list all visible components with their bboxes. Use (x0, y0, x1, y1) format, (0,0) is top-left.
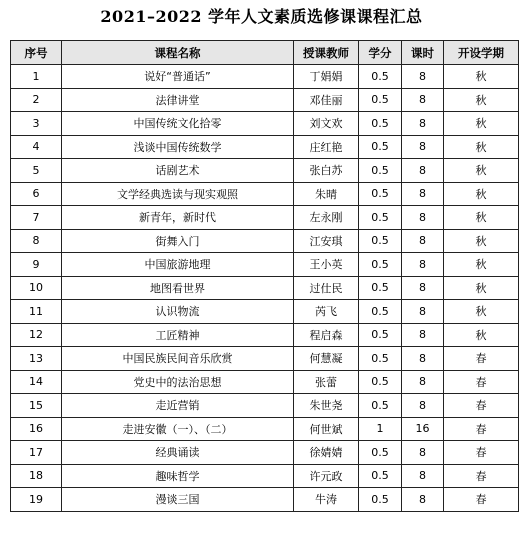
credit: 0.5 (359, 276, 402, 300)
hours: 8 (402, 182, 444, 206)
table-row (11, 253, 519, 277)
course-name: 走近营销 (62, 394, 294, 418)
table-row (11, 182, 519, 206)
table-row (11, 464, 519, 488)
semester: 秋 (444, 135, 519, 159)
teacher: 刘文欢 (294, 112, 359, 136)
semester: 秋 (444, 112, 519, 136)
credit: 0.5 (359, 347, 402, 371)
course-table (10, 40, 519, 512)
credit: 1 (359, 417, 402, 441)
credit: 0.5 (359, 253, 402, 277)
table-row (11, 159, 519, 183)
page-title: 2021–2022 学年人文素质选修课课程汇总 (100, 7, 423, 26)
hours: 8 (402, 135, 444, 159)
table-row (11, 488, 519, 512)
credit: 0.5 (359, 182, 402, 206)
hours: 8 (402, 347, 444, 371)
credit: 0.5 (359, 135, 402, 159)
table-row (11, 300, 519, 324)
table-row (11, 370, 519, 394)
hours: 8 (402, 65, 444, 89)
course-name: 趣味哲学 (62, 464, 294, 488)
hours: 8 (402, 206, 444, 230)
table-row (11, 347, 519, 371)
credit: 0.5 (359, 441, 402, 465)
course-name: 街舞入门 (62, 229, 294, 253)
credit: 0.5 (359, 300, 402, 324)
table-row (11, 441, 519, 465)
semester: 春 (444, 347, 519, 371)
semester: 秋 (444, 206, 519, 230)
hours: 8 (402, 88, 444, 112)
teacher: 朱世尧 (294, 394, 359, 418)
row-index: 10 (11, 276, 62, 300)
table-row (11, 88, 519, 112)
semester: 秋 (444, 323, 519, 347)
row-index: 7 (11, 206, 62, 230)
header-row (11, 41, 519, 65)
hours: 8 (402, 464, 444, 488)
semester: 秋 (444, 300, 519, 324)
credit: 0.5 (359, 88, 402, 112)
teacher: 何慧凝 (294, 347, 359, 371)
semester: 春 (444, 464, 519, 488)
course-name: 浅谈中国传统数学 (62, 135, 294, 159)
row-index: 18 (11, 464, 62, 488)
hours: 8 (402, 394, 444, 418)
teacher: 朱晴 (294, 182, 359, 206)
teacher: 程启森 (294, 323, 359, 347)
hours: 8 (402, 488, 444, 512)
table-row (11, 276, 519, 300)
header-hours: 课时 (402, 41, 444, 65)
credit: 0.5 (359, 370, 402, 394)
header-teacher: 授课教师 (294, 41, 359, 65)
course-name: 文学经典选读与现实观照 (62, 182, 294, 206)
row-index: 19 (11, 488, 62, 512)
header-credit: 学分 (359, 41, 402, 65)
semester: 秋 (444, 65, 519, 89)
course-name: 走进安徽（一）、（二） (62, 417, 294, 441)
course-name: 经典诵读 (62, 441, 294, 465)
course-name: 中国旅游地理 (62, 253, 294, 277)
credit: 0.5 (359, 206, 402, 230)
hours: 8 (402, 229, 444, 253)
credit: 0.5 (359, 159, 402, 183)
credit: 0.5 (359, 65, 402, 89)
credit: 0.5 (359, 394, 402, 418)
course-name: 新青年，新时代 (62, 206, 294, 230)
course-name: 漫谈三国 (62, 488, 294, 512)
hours: 8 (402, 370, 444, 394)
teacher: 牛涛 (294, 488, 359, 512)
table-row (11, 229, 519, 253)
row-index: 13 (11, 347, 62, 371)
table-row (11, 206, 519, 230)
semester: 春 (444, 370, 519, 394)
row-index: 12 (11, 323, 62, 347)
teacher: 徐婧婧 (294, 441, 359, 465)
course-name: 工匠精神 (62, 323, 294, 347)
semester: 春 (444, 417, 519, 441)
semester: 春 (444, 441, 519, 465)
teacher: 张蕾 (294, 370, 359, 394)
hours: 8 (402, 441, 444, 465)
hours: 8 (402, 253, 444, 277)
semester: 秋 (444, 159, 519, 183)
semester: 秋 (444, 276, 519, 300)
row-index: 14 (11, 370, 62, 394)
teacher: 江安琪 (294, 229, 359, 253)
hours: 8 (402, 112, 444, 136)
teacher: 庄红艳 (294, 135, 359, 159)
course-name: 话剧艺术 (62, 159, 294, 183)
semester: 秋 (444, 229, 519, 253)
row-index: 5 (11, 159, 62, 183)
teacher: 左永刚 (294, 206, 359, 230)
row-index: 16 (11, 417, 62, 441)
credit: 0.5 (359, 229, 402, 253)
header-semester: 开设学期 (444, 41, 519, 65)
hours: 8 (402, 300, 444, 324)
row-index: 11 (11, 300, 62, 324)
teacher: 张白苏 (294, 159, 359, 183)
teacher: 芮飞 (294, 300, 359, 324)
header-index: 序号 (11, 41, 62, 65)
row-index: 1 (11, 65, 62, 89)
course-name: 说好“普通话” (62, 65, 294, 89)
semester: 春 (444, 394, 519, 418)
row-index: 15 (11, 394, 62, 418)
course-name: 地图看世界 (62, 276, 294, 300)
row-index: 6 (11, 182, 62, 206)
course-name: 中国传统文化拾零 (62, 112, 294, 136)
teacher: 丁娟娟 (294, 65, 359, 89)
row-index: 9 (11, 253, 62, 277)
hours: 16 (402, 417, 444, 441)
row-index: 3 (11, 112, 62, 136)
course-name: 法律讲堂 (62, 88, 294, 112)
teacher: 王小英 (294, 253, 359, 277)
row-index: 2 (11, 88, 62, 112)
table-row (11, 112, 519, 136)
row-index: 4 (11, 135, 62, 159)
table-row (11, 417, 519, 441)
semester: 春 (444, 488, 519, 512)
hours: 8 (402, 159, 444, 183)
course-name: 中国民族民间音乐欣赏 (62, 347, 294, 371)
table-row (11, 394, 519, 418)
hours: 8 (402, 323, 444, 347)
row-index: 8 (11, 229, 62, 253)
table-row (11, 135, 519, 159)
table-row (11, 323, 519, 347)
credit: 0.5 (359, 488, 402, 512)
teacher: 何世斌 (294, 417, 359, 441)
semester: 秋 (444, 182, 519, 206)
teacher: 过仕民 (294, 276, 359, 300)
credit: 0.5 (359, 464, 402, 488)
hours: 8 (402, 276, 444, 300)
teacher: 许元政 (294, 464, 359, 488)
course-name: 党史中的法治思想 (62, 370, 294, 394)
table-row (11, 65, 519, 89)
semester: 秋 (444, 253, 519, 277)
credit: 0.5 (359, 323, 402, 347)
semester: 秋 (444, 88, 519, 112)
row-index: 17 (11, 441, 62, 465)
course-name: 认识物流 (62, 300, 294, 324)
credit: 0.5 (359, 112, 402, 136)
header-course-name: 课程名称 (62, 41, 294, 65)
teacher: 邓佳丽 (294, 88, 359, 112)
